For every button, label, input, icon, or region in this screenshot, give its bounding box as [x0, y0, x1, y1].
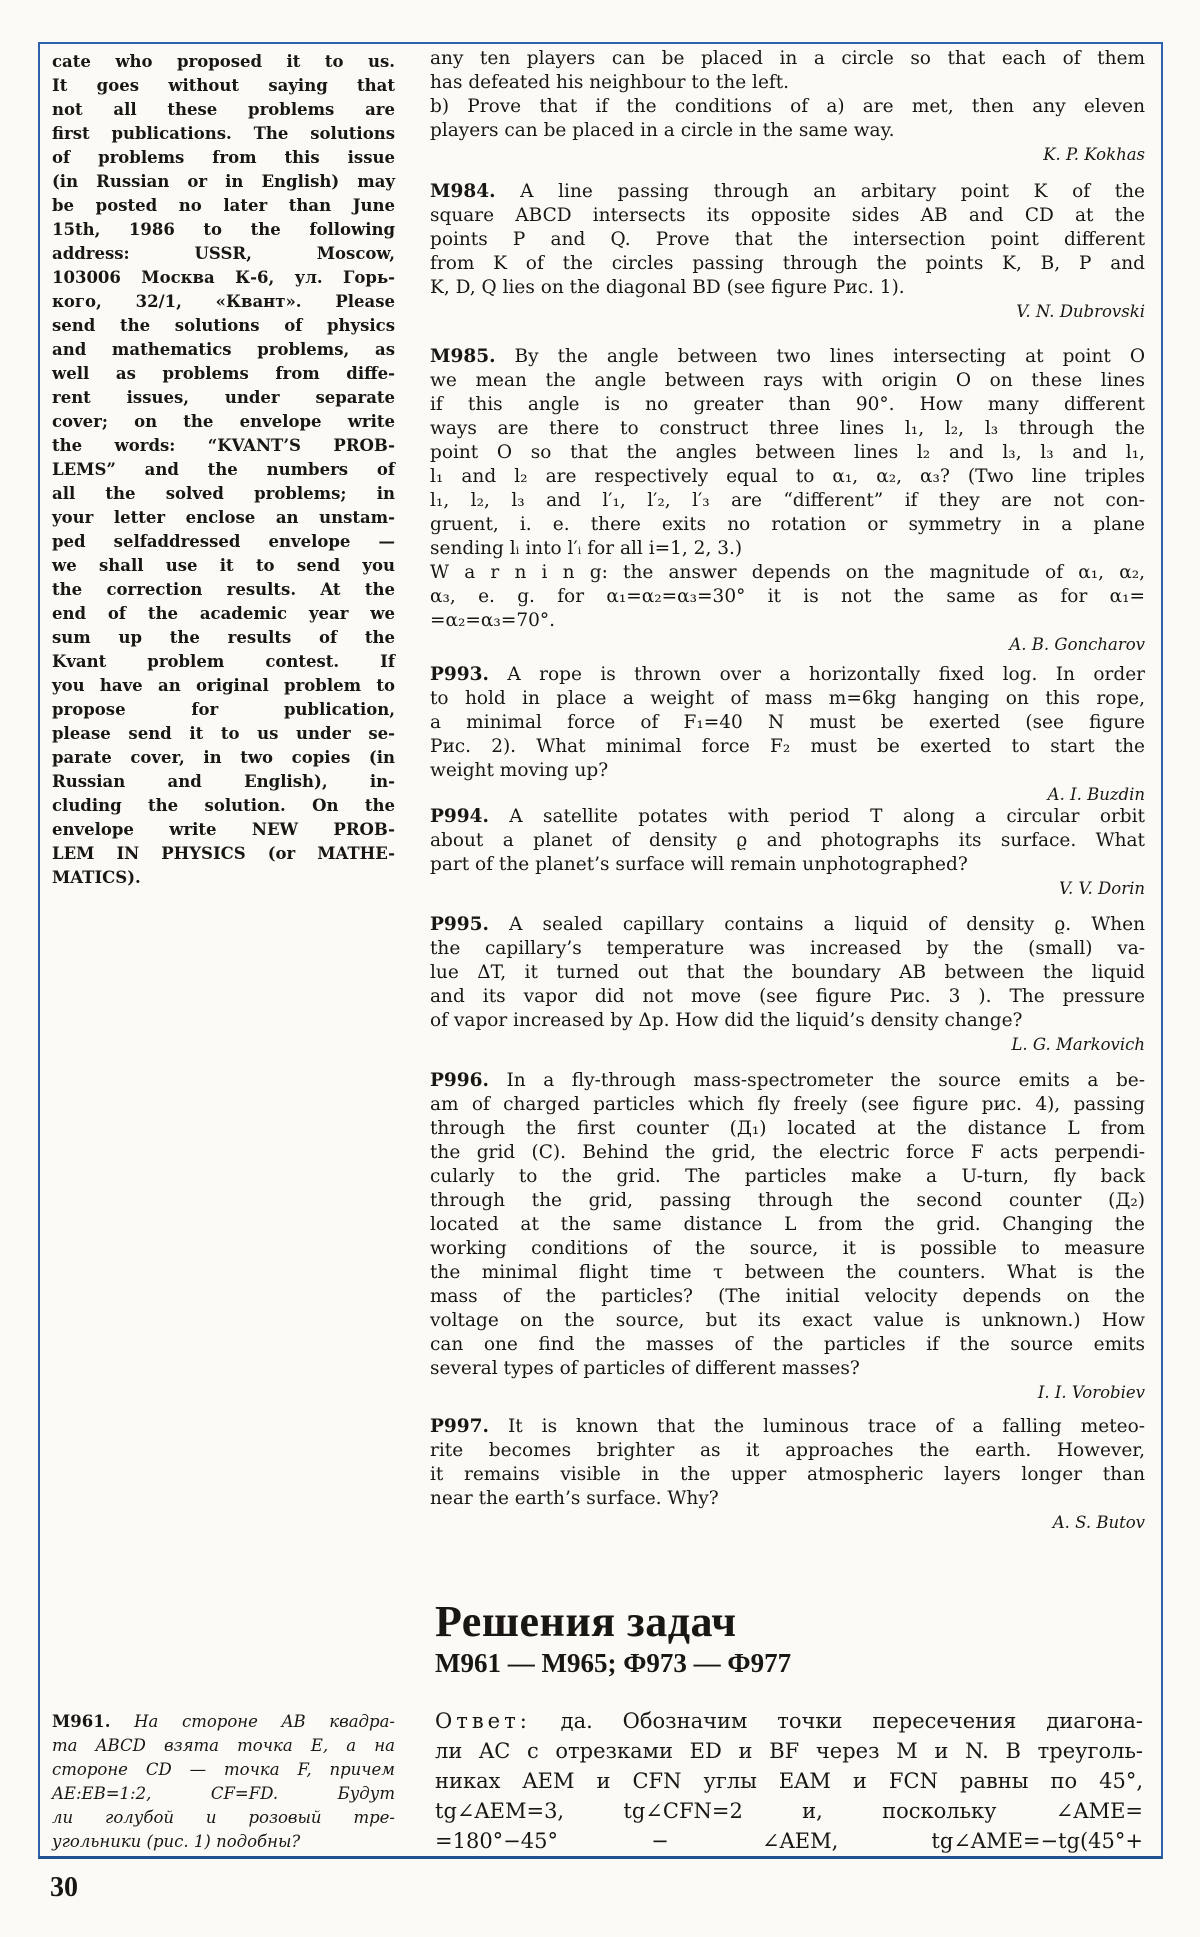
- line-text: all the solved problems; in: [52, 484, 395, 503]
- line-text: of vapor increased by Δp. How did the liquid’s density change?: [430, 1010, 1023, 1031]
- line-text: mass of the particles? (The initial velocity depends on the: [430, 1286, 1145, 1307]
- text-line: [52, 290, 395, 314]
- line-text: we mean the angle between rays with origin O on these lines: [430, 370, 1145, 391]
- line-text: ли голубой и розовый тре-: [52, 1808, 395, 1827]
- text-line: [430, 119, 1145, 143]
- line-text: It is known that the luminous trace of a falling meteo-: [488, 1416, 1145, 1437]
- line-text: first publications. The solutions: [52, 124, 395, 143]
- line-text: points P and Q. Prove that the intersection point different: [430, 229, 1145, 250]
- text-line: [52, 602, 395, 626]
- text-line: [430, 1439, 1145, 1463]
- text-line: [430, 1009, 1145, 1033]
- text-line: [430, 1141, 1145, 1165]
- text-line: [435, 1766, 1143, 1796]
- problem-author: A. B. Goncharov: [1009, 635, 1145, 654]
- text-line: [52, 338, 395, 362]
- line-text: if this angle is no greater than 90°. How many different: [430, 394, 1145, 415]
- text-line: [430, 345, 1145, 369]
- problem-author: K. P. Kokhas: [1043, 145, 1145, 164]
- text-line: [430, 829, 1145, 853]
- text-line: [430, 276, 1145, 300]
- text-line: [52, 314, 395, 338]
- problem-author: A. S. Butov: [1052, 1513, 1145, 1532]
- line-text: α₃, e. g. for α₁=α₂=α₃=30° it is not the same as for α₁=: [430, 586, 1145, 607]
- text-line: [435, 1736, 1143, 1766]
- line-text: can one find the masses of the particles if the source emits: [430, 1334, 1145, 1355]
- line-text: weight moving up?: [430, 760, 609, 781]
- text-line: [430, 228, 1145, 252]
- text-line: [430, 1357, 1145, 1381]
- line-text: a minimal force of F₁=40 N must be exerted (see figure: [430, 712, 1145, 733]
- text-line: [430, 513, 1145, 537]
- text-line: [435, 1796, 1143, 1826]
- line-text: cularly to the grid. The particles make a U-turn, fly back: [430, 1166, 1145, 1187]
- text-line: [52, 170, 395, 194]
- line-text: AE:EB=1:2, CF=FD. Будут: [52, 1784, 395, 1803]
- line-text: l₁, l₂, l₃ and l′₁, l′₂, l′₃ are “different” if they are not con-: [430, 490, 1145, 511]
- line-text: to hold in place a weight of mass m=6kg hanging on this rope,: [430, 688, 1145, 709]
- text-line: [430, 1093, 1145, 1117]
- problem-label: P996.: [430, 1070, 489, 1091]
- line-text: send the solutions of physics: [52, 316, 395, 335]
- problem-author: V. N. Dubrovski: [1016, 302, 1145, 321]
- line-text: та ABCD взята точка E, а на: [52, 1736, 395, 1755]
- line-text: working conditions of the source, it is possible to measure: [430, 1238, 1145, 1259]
- text-line: [430, 711, 1145, 735]
- problem-author: L. G. Markovich: [1011, 1035, 1145, 1054]
- line-text: lue ΔT, it turned out that the boundary AB between the liquid: [430, 962, 1145, 983]
- text-line: [430, 853, 1145, 877]
- line-text: cluding the solution. On the: [52, 796, 395, 815]
- line-text: кого, 32/1, «Квант». Please: [52, 292, 395, 311]
- line-text: several types of particles of different masses?: [430, 1358, 860, 1379]
- problem-label: P997.: [430, 1416, 489, 1437]
- line-text: tg∠AEM=3, tg∠CFN=2 и, поскольку ∠AME=: [435, 1799, 1143, 1823]
- line-text: In a fly-through mass-spectrometer the source emits a be-: [488, 1070, 1145, 1091]
- line-text: Рис. 2). What minimal force F₂ must be exerted to start the: [430, 736, 1145, 757]
- line-text: am of charged particles which fly freely (see figure рис. 4), passing: [430, 1094, 1145, 1115]
- text-line: [52, 866, 395, 890]
- text-line: [52, 746, 395, 770]
- line-text: the minimal flight time τ between the counters. What is the: [430, 1262, 1145, 1283]
- line-text: Kvant problem contest. If: [52, 652, 395, 671]
- solution-m961-answer: [435, 1706, 1143, 1856]
- line-text: sending lᵢ into l′ᵢ for all i=1, 2, 3.): [430, 538, 743, 559]
- text-line: [430, 1069, 1145, 1093]
- text-line: [52, 578, 395, 602]
- line-text: b) Prove that if the conditions of a) are met, then any eleven: [430, 96, 1145, 117]
- line-text: =180°−45° − ∠AEM, tg∠AME=−tg(45°+: [435, 1829, 1143, 1853]
- text-line: [52, 482, 395, 506]
- line-text: cate who proposed it to us.: [52, 52, 395, 71]
- line-text: sum up the results of the: [52, 628, 395, 647]
- text-line: [430, 937, 1145, 961]
- text-line: [430, 1237, 1145, 1261]
- problem-label: М961.: [52, 1712, 111, 1731]
- line-text: from K of the circles passing through the points K, B, P and: [430, 253, 1145, 274]
- text-line: [430, 489, 1145, 513]
- text-line: [430, 1285, 1145, 1309]
- text-line: [430, 1333, 1145, 1357]
- line-text: voltage on the source, but its exact value is unknown.) How: [430, 1310, 1145, 1331]
- text-line: [430, 204, 1145, 228]
- line-text: (in Russian or in English) may: [52, 172, 395, 191]
- line-text: A satellite potates with period T along a circular orbit: [488, 806, 1145, 827]
- line-text: through the first counter (Д₁) located at the distance L from: [430, 1118, 1145, 1139]
- line-text: of problems from this issue: [52, 148, 395, 167]
- line-text: ped selfaddressed envelope —: [52, 532, 395, 551]
- line-text: K, D, Q lies on the diagonal BD (see figure Рис. 1).: [430, 277, 905, 298]
- text-line: [52, 362, 395, 386]
- text-line: [52, 1734, 395, 1758]
- line-text: =α₂=α₃=70°.: [430, 610, 555, 631]
- line-text: the words: “KVANT’S PROB-: [52, 436, 395, 455]
- line-text: the correction results. At the: [52, 580, 395, 599]
- text-line: [52, 770, 395, 794]
- line-text: you have an original problem to: [52, 676, 395, 695]
- text-line: [52, 674, 395, 698]
- line-text: envelope write NEW PROB-: [52, 820, 395, 839]
- line-text: A line passing through an arbitary point K of the: [495, 181, 1145, 202]
- line-text: parate cover, in two copies (in: [52, 748, 395, 767]
- problem-label: P993.: [430, 664, 489, 685]
- text-line: [430, 735, 1145, 759]
- text-line: [430, 180, 1145, 204]
- line-text: has defeated his neighbour to the left.: [430, 72, 790, 93]
- text-line: [430, 465, 1145, 489]
- line-text: and its vapor did not move (see figure Рис. 3 ). The pressure: [430, 986, 1145, 1007]
- text-line: [52, 242, 395, 266]
- text-line: [52, 122, 395, 146]
- line-text: near the earth’s surface. Why?: [430, 1488, 719, 1509]
- text-line: [52, 146, 395, 170]
- text-line: [52, 506, 395, 530]
- text-line: [430, 1117, 1145, 1141]
- text-line: [52, 698, 395, 722]
- problem-author: A. I. Buzdin: [1047, 785, 1145, 804]
- text-line: [430, 417, 1145, 441]
- problem-label: Ответ:: [435, 1709, 531, 1733]
- text-line: [430, 1463, 1145, 1487]
- text-line: [430, 1309, 1145, 1333]
- text-line: [52, 74, 395, 98]
- text-line: [430, 609, 1145, 633]
- problem-p996: [430, 1069, 1145, 1405]
- text-line: [52, 650, 395, 674]
- text-line: [430, 663, 1145, 687]
- text-line: [430, 537, 1145, 561]
- line-text: players can be placed in a circle in the same way.: [430, 120, 895, 141]
- line-text: LEMS” and the numbers of: [52, 460, 395, 479]
- text-line: [52, 554, 395, 578]
- line-text: rent issues, under separate: [52, 388, 395, 407]
- problem-label: M984.: [430, 181, 496, 202]
- text-line: [430, 985, 1145, 1009]
- text-line: [52, 1758, 395, 1782]
- line-text: rite becomes brighter as it approaches the earth. However,: [430, 1440, 1145, 1461]
- line-text: about a planet of density ϱ and photographs its surface. What: [430, 830, 1145, 851]
- text-line: [430, 1261, 1145, 1285]
- line-text: it remains visible in the upper atmospheric layers longer than: [430, 1464, 1145, 1485]
- problem-author: I. I. Vorobiev: [1037, 1383, 1145, 1402]
- line-text: MATICS).: [52, 868, 141, 887]
- line-text: A rope is thrown over a horizontally fixed log. In order: [488, 664, 1145, 685]
- line-text: your letter enclose an unstam-: [52, 508, 395, 527]
- text-line: [430, 585, 1145, 609]
- line-text: part of the planet’s surface will remain unphotographed?: [430, 854, 968, 875]
- line-text: the capillary’s temperature was increased by the (small) va-: [430, 938, 1145, 959]
- line-text: 103006 Москва К-6, ул. Горь-: [52, 268, 395, 287]
- text-line: [52, 218, 395, 242]
- text-line: [52, 410, 395, 434]
- line-text: any ten players can be placed in a circle so that each of them: [430, 48, 1145, 69]
- line-text: through the grid, passing through the second counter (Д₂): [430, 1190, 1145, 1211]
- line-text: By the angle between two lines intersecting at point O: [495, 346, 1145, 367]
- line-text: located at the same distance L from the grid. Changing the: [430, 1214, 1145, 1235]
- text-line: [430, 369, 1145, 393]
- problem-p995: [430, 913, 1145, 1057]
- line-text: please send it to us under se-: [52, 724, 395, 743]
- text-line: [52, 626, 395, 650]
- text-line: [430, 1189, 1145, 1213]
- line-text: we shall use it to send you: [52, 556, 395, 575]
- line-text: not all these problems are: [52, 100, 395, 119]
- text-line: [52, 1806, 395, 1830]
- text-line: [52, 842, 395, 866]
- line-text: propose for publication,: [52, 700, 395, 719]
- text-line: [52, 794, 395, 818]
- line-text: l₁ and l₂ are respectively equal to α₁, α₂, α₃? (Two line triples: [430, 466, 1145, 487]
- line-text: It goes without saying that: [52, 76, 395, 95]
- text-line: [430, 1415, 1145, 1439]
- text-line: [430, 1487, 1145, 1511]
- text-line: [52, 1782, 395, 1806]
- problem-m984: [430, 180, 1145, 324]
- text-line: [52, 386, 395, 410]
- text-line: [52, 1830, 395, 1854]
- text-line: [430, 47, 1145, 71]
- section-heading: Решения задач: [435, 1597, 737, 1646]
- line-text: угольники (рис. 1) подобны?: [52, 1832, 301, 1851]
- problem-author: V. V. Dorin: [1059, 879, 1145, 898]
- text-line: [52, 818, 395, 842]
- line-text: square ABCD intersects its opposite sides AB and CD at the: [430, 205, 1145, 226]
- line-text: никах AEM и CFN углы EAM и FCN равны по 45°,: [435, 1769, 1143, 1793]
- solution-m961-statement: [52, 1710, 395, 1854]
- text-line: [430, 1213, 1145, 1237]
- line-text: end of the academic year we: [52, 604, 395, 623]
- line-text: 15th, 1986 to the following: [52, 220, 395, 239]
- line-text: be posted no later than June: [52, 196, 395, 215]
- problem-p993: [430, 663, 1145, 807]
- problem-label: P994.: [430, 806, 489, 827]
- text-line: [430, 805, 1145, 829]
- line-text: W a r n i n g: the answer depends on the magnitude of α₁, α₂,: [430, 562, 1145, 583]
- text-line: [52, 266, 395, 290]
- text-line: [430, 95, 1145, 119]
- problem-p994: [430, 805, 1145, 901]
- text-line: [52, 98, 395, 122]
- line-text: LEM IN PHYSICS (or MATHE-: [52, 844, 395, 863]
- text-line: [430, 441, 1145, 465]
- text-line: [52, 530, 395, 554]
- text-line: [52, 1710, 395, 1734]
- problem-label: M985.: [430, 346, 496, 367]
- line-text: the grid (C). Behind the grid, the electric force F acts perpendi-: [430, 1142, 1145, 1163]
- text-line: [430, 913, 1145, 937]
- line-text: да. Обозначим точки пересечения диагона-: [530, 1709, 1143, 1733]
- text-line: [435, 1706, 1143, 1736]
- text-line: [435, 1826, 1143, 1856]
- line-text: ли AC с отрезками ED и BF через M и N. В треуголь-: [435, 1739, 1143, 1763]
- text-line: [430, 393, 1145, 417]
- text-line: [52, 722, 395, 746]
- line-text: На стороне AB квадра-: [110, 1712, 395, 1731]
- text-line: [430, 759, 1145, 783]
- problem-m985: [430, 345, 1145, 657]
- contest-instructions-column: [52, 50, 395, 890]
- problem-label: P995.: [430, 914, 489, 935]
- line-text: ways are there to construct three lines l₁, l₂, l₃ through the: [430, 418, 1145, 439]
- text-line: [52, 434, 395, 458]
- text-line: [430, 1165, 1145, 1189]
- problem-intro: [430, 47, 1145, 167]
- line-text: Russian and English), in-: [52, 772, 395, 791]
- text-line: [430, 961, 1145, 985]
- problem-p997: [430, 1415, 1145, 1535]
- text-line: [52, 50, 395, 74]
- line-text: cover; on the envelope write: [52, 412, 395, 431]
- page-number: 30: [50, 1872, 78, 1903]
- line-text: стороне CD — точка F, причем: [52, 1760, 395, 1779]
- text-line: [430, 252, 1145, 276]
- line-text: and mathematics problems, as: [52, 340, 395, 359]
- line-text: point O so that the angles between lines l₂ and l₃, l₃ and l₁,: [430, 442, 1145, 463]
- line-text: well as problems from diffe-: [52, 364, 395, 383]
- line-text: address: USSR, Moscow,: [52, 244, 395, 263]
- text-line: [430, 71, 1145, 95]
- section-subheading: М961 — М965; Ф973 — Ф977: [435, 1648, 792, 1678]
- text-line: [52, 458, 395, 482]
- line-text: gruent, i. e. there exits no rotation or symmetry in a plane: [430, 514, 1145, 535]
- text-line: [430, 561, 1145, 585]
- text-line: [430, 687, 1145, 711]
- line-text: A sealed capillary contains a liquid of density ϱ. When: [488, 914, 1145, 935]
- text-line: [52, 194, 395, 218]
